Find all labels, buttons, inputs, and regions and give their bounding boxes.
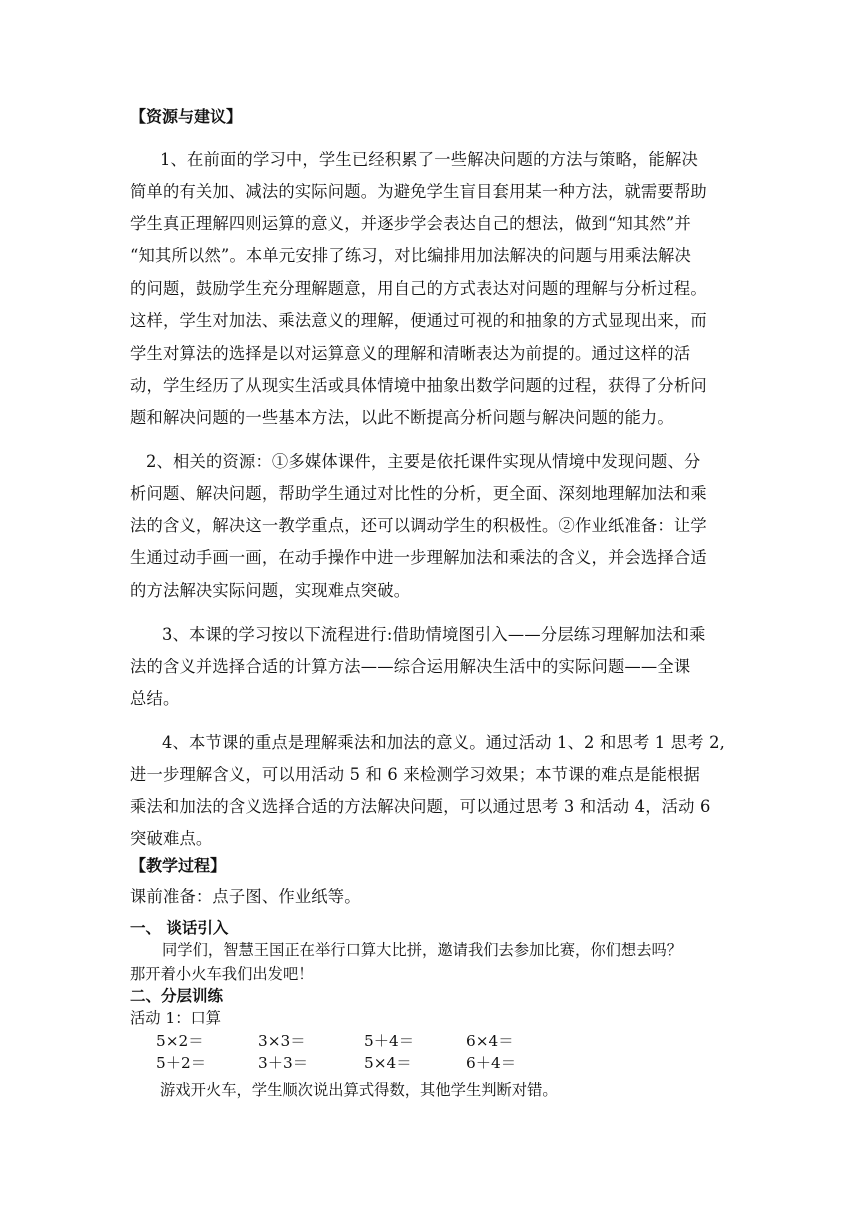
p3-line: 法的含义并选择合适的计算方法——综合运用解决生活中的实际问题——全课	[130, 657, 691, 676]
p2-line: 的方法解决实际问题，实现难点突破。	[130, 581, 411, 600]
calc-item: 5×4＝	[364, 1054, 412, 1072]
p3-line: 3、本课的学习按以下流程进行:借助情境图引入——分层练习理解加法和乘	[162, 625, 706, 644]
p1-line: 简单的有关加、减法的实际问题。为避免学生盲目套用某一种方法，就需要帮助	[130, 182, 707, 201]
section1-title: 一、 谈话引入	[130, 919, 229, 937]
calc-item: 6×4＝	[466, 1032, 514, 1050]
p2-line: 生通过动手画一画，在动手操作中进一步理解加法和乘法的含义，并会选择合适	[130, 548, 707, 567]
calc-item: 5＋4＝	[364, 1032, 415, 1050]
p1-line: 动，学生经历了从现实生活或具体情境中抽象出数学问题的过程，获得了分析问	[130, 376, 707, 395]
p2-line: 2、相关的资源：①多媒体课件，主要是依托课件实现从情境中发现问题、分	[146, 452, 701, 471]
section1-line: 那开着小火车我们出发吧！	[130, 965, 314, 983]
prep-text: 课前准备：点子图、作业纸等。	[130, 887, 361, 906]
p4-line: 乘法和加法的含义选择合适的方法解决问题，可以通过思考 3 和活动 4，活动 6	[130, 797, 711, 816]
calc-item: 5＋2＝	[156, 1054, 207, 1072]
process-heading: 【教学过程】	[130, 856, 227, 875]
calc-item: 3×3＝	[258, 1032, 306, 1050]
game-text: 游戏开火车，学生顺次说出算式得数，其他学生判断对错。	[160, 1081, 558, 1099]
calc-item: 3＋3＝	[258, 1054, 309, 1072]
resources-heading: 【资源与建议】	[130, 107, 243, 126]
p2-line: 法的含义，解决这一教学重点，还可以调动学生的积极性。②作业纸准备：让学	[130, 516, 707, 535]
section2-title: 二、分层训练	[130, 987, 224, 1005]
p4-line: 突破难点。	[130, 829, 213, 848]
p4-line: 进一步理解含义，可以用活动 5 和 6 来检测学习效果；本节课的难点是能根据	[130, 765, 701, 784]
p1-line: 的问题，鼓励学生充分理解题意，用自己的方式表达对问题的理解与分析过程。	[130, 279, 707, 298]
p1-line: 题和解决问题的一些基本方法，以此不断提高分析问题与解决问题的能力。	[130, 408, 674, 427]
activity1-label: 活动 1：口算	[130, 1009, 222, 1027]
p2-line: 析问题、解决问题，帮助学生通过对比性的分析，更全面、深刻地理解加法和乘	[130, 484, 707, 503]
p1-line: 这样，学生对加法、乘法意义的理解，便通过可视的和抽象的方式显现出来，而	[130, 311, 707, 330]
p1-line: 学生对算法的选择是以对运算意义的理解和清晰表达为前提的。通过这样的活	[130, 344, 691, 363]
p1-line: 学生真正理解四则运算的意义，并逐步学会表达自己的想法，做到“知其然”并	[130, 214, 691, 233]
p1-line: 1、在前面的学习中，学生已经积累了一些解决问题的方法与策略，能解决	[160, 150, 698, 169]
p4-line: 4、本节课的重点是理解乘法和加法的意义。通过活动 1、2 和思考 1 思考 2,	[162, 733, 726, 752]
p1-line: “知其所以然”。本单元安排了练习，对比编排用加法解决的问题与用乘法解决	[130, 246, 691, 265]
p3-line: 总结。	[130, 689, 180, 708]
calc-item: 6＋4＝	[466, 1054, 517, 1072]
section1-line: 同学们，智慧王国正在举行口算大比拼，邀请我们去参加比赛，你们想去吗？	[162, 941, 683, 959]
calc-item: 5×2＝	[156, 1032, 204, 1050]
